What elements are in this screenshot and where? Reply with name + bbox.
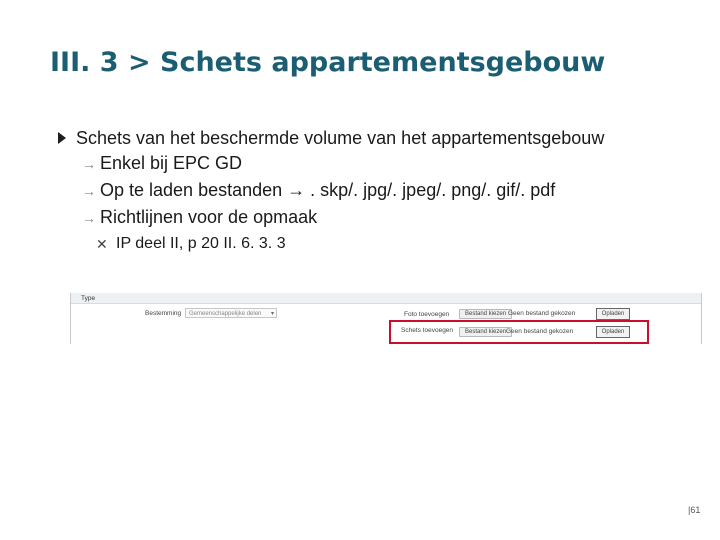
bestemming-label: Bestemming [145, 310, 182, 317]
sub-sub-bullet-text: IP deel II, p 20 II. 6. 3. 3 [116, 235, 286, 252]
sub-bullet [56, 150, 696, 177]
form-screenshot [70, 293, 702, 344]
bestemming-select[interactable] [185, 308, 277, 318]
arrow-right-icon: → [82, 209, 96, 226]
bullet-level1 [56, 126, 696, 150]
x-mark-icon: ✕ [96, 235, 108, 252]
upload-button[interactable]: Opladen [596, 326, 630, 338]
file-status: Geen bestand gekozen [506, 328, 574, 335]
schets-label: Schets toevoegen [401, 327, 454, 334]
slide-title: III. 3 > Schets appartementsgebouw [50, 47, 606, 78]
sub-bullet-text: Op te laden bestanden → . skp/. jpg/. jpeg/. png/. gif/. pdf [100, 180, 556, 200]
file-status: Geen bestand gekozen [508, 310, 576, 317]
sub-bullet-text: Richtlijnen voor de opmaak [100, 207, 318, 227]
arrow-right-icon: → [82, 182, 96, 199]
bullet-list [56, 126, 696, 257]
photo-label: Foto toevoegen [404, 311, 450, 318]
chevron-down-icon: ▾ [270, 311, 274, 317]
choose-file-button[interactable]: Bestand kiezen [459, 327, 512, 337]
triangle-right-icon [58, 132, 66, 144]
sub-bullet [56, 177, 696, 204]
bestemming-value: Gemeenschappelijke delen [189, 311, 262, 317]
upload-button[interactable]: Opladen [596, 308, 630, 320]
arrow-right-icon: → [82, 155, 96, 172]
sub-bullet [56, 204, 696, 231]
bullet-text: Schets van het beschermde volume van het appartementsgebouw [76, 127, 605, 148]
page-number: |61 [688, 505, 701, 515]
sub-sub-bullet [56, 231, 696, 257]
form-header: Type [71, 293, 701, 304]
sub-bullet-text: Enkel bij EPC GD [100, 153, 243, 173]
choose-file-button[interactable]: Bestand kiezen [459, 309, 512, 319]
